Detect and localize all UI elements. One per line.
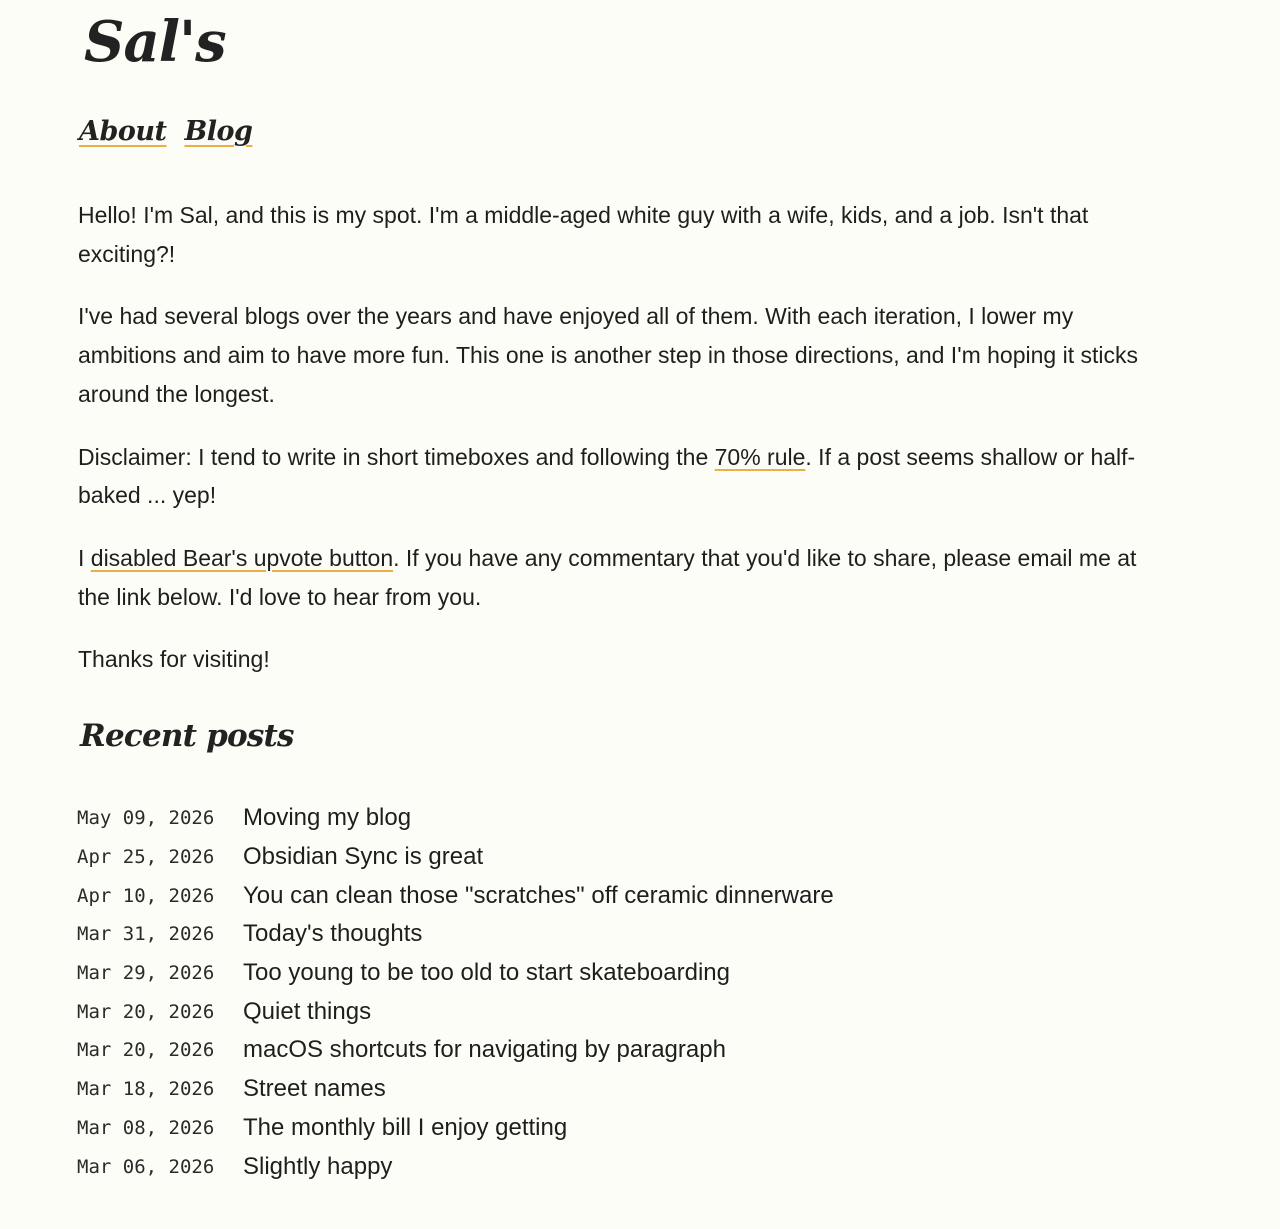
post-list-item [77,1070,834,1109]
disabled-upvote-link[interactable]: disabled Bear's upvote button [90,544,394,571]
post-list-item [77,838,834,877]
main-nav [79,116,252,147]
post-title-link[interactable]: Moving my blog [243,804,412,832]
post-date: Mar 29, 2026 [77,962,215,985]
post-list-item [77,876,834,915]
post-list-item [77,1147,834,1186]
post-date: Mar 31, 2026 [77,923,215,946]
post-title-link[interactable]: The monthly bill I enjoy getting [243,1113,568,1141]
recent-posts-heading: Recent posts [80,718,294,754]
upvote-text-end: . If you have any commentary that you'd like to share, please email me at the link below. I'd love to hear from you. [78,544,1137,610]
intro-content [78,196,1148,703]
post-title-link[interactable]: Street names [243,1075,386,1103]
intro-paragraph-2: I've had several blogs over the years and have enjoyed all of them. With each iteration, I lower my ambitions and aim to have more fun. This one is another step in those directions, and I'm hoping it sticks around the longest. [78,303,1138,407]
nav-blog-link[interactable]: Blog [184,116,253,147]
seventy-percent-rule-link[interactable]: 70% rule [714,443,806,470]
post-list-item [77,799,834,838]
post-list-item [77,915,834,954]
intro-paragraph-3 [78,438,1148,515]
intro-paragraph-1: Hello! I'm Sal, and this is my spot. I'm a middle-aged white guy with a wife, kids, and a job. Isn't that exciting?! [78,202,1089,267]
disclaimer-text-start: Disclaimer: I tend to write in short timeboxes and following the [78,443,715,470]
post-date: May 09, 2026 [77,807,215,830]
upvote-text-start: I [78,544,91,571]
post-title-link[interactable]: You can clean those "scratches" off ceramic dinnerware [243,881,834,909]
post-title-link[interactable]: Today's thoughts [243,920,423,948]
post-list-item [77,1031,834,1070]
post-date: Mar 18, 2026 [77,1078,215,1101]
post-list-item [77,992,834,1031]
post-list-item [77,1109,834,1148]
nav-about-link[interactable]: About [79,116,167,147]
post-date: Mar 08, 2026 [77,1116,215,1139]
recent-posts-list [77,799,834,1186]
post-date: Mar 20, 2026 [77,1039,215,1062]
post-title-link[interactable]: macOS shortcuts for navigating by paragraph [243,1036,726,1064]
site-title[interactable]: Sal's [84,9,226,75]
post-list-item [77,954,834,993]
post-title-link[interactable]: Quiet things [243,997,372,1025]
post-date: Apr 10, 2026 [77,884,215,907]
post-date: Mar 20, 2026 [77,1000,215,1023]
post-date: Apr 25, 2026 [77,846,215,869]
disclaimer-text-end: . If a post seems shallow or half-baked ... yep! [78,443,1136,509]
post-title-link[interactable]: Too young to be too old to start skateboarding [243,959,730,987]
intro-paragraph-4 [78,539,1148,616]
post-title-link[interactable]: Slightly happy [243,1152,393,1180]
post-title-link[interactable]: Obsidian Sync is great [243,843,484,871]
post-date: Mar 06, 2026 [77,1155,215,1178]
intro-paragraph-5: Thanks for visiting! [78,646,270,673]
